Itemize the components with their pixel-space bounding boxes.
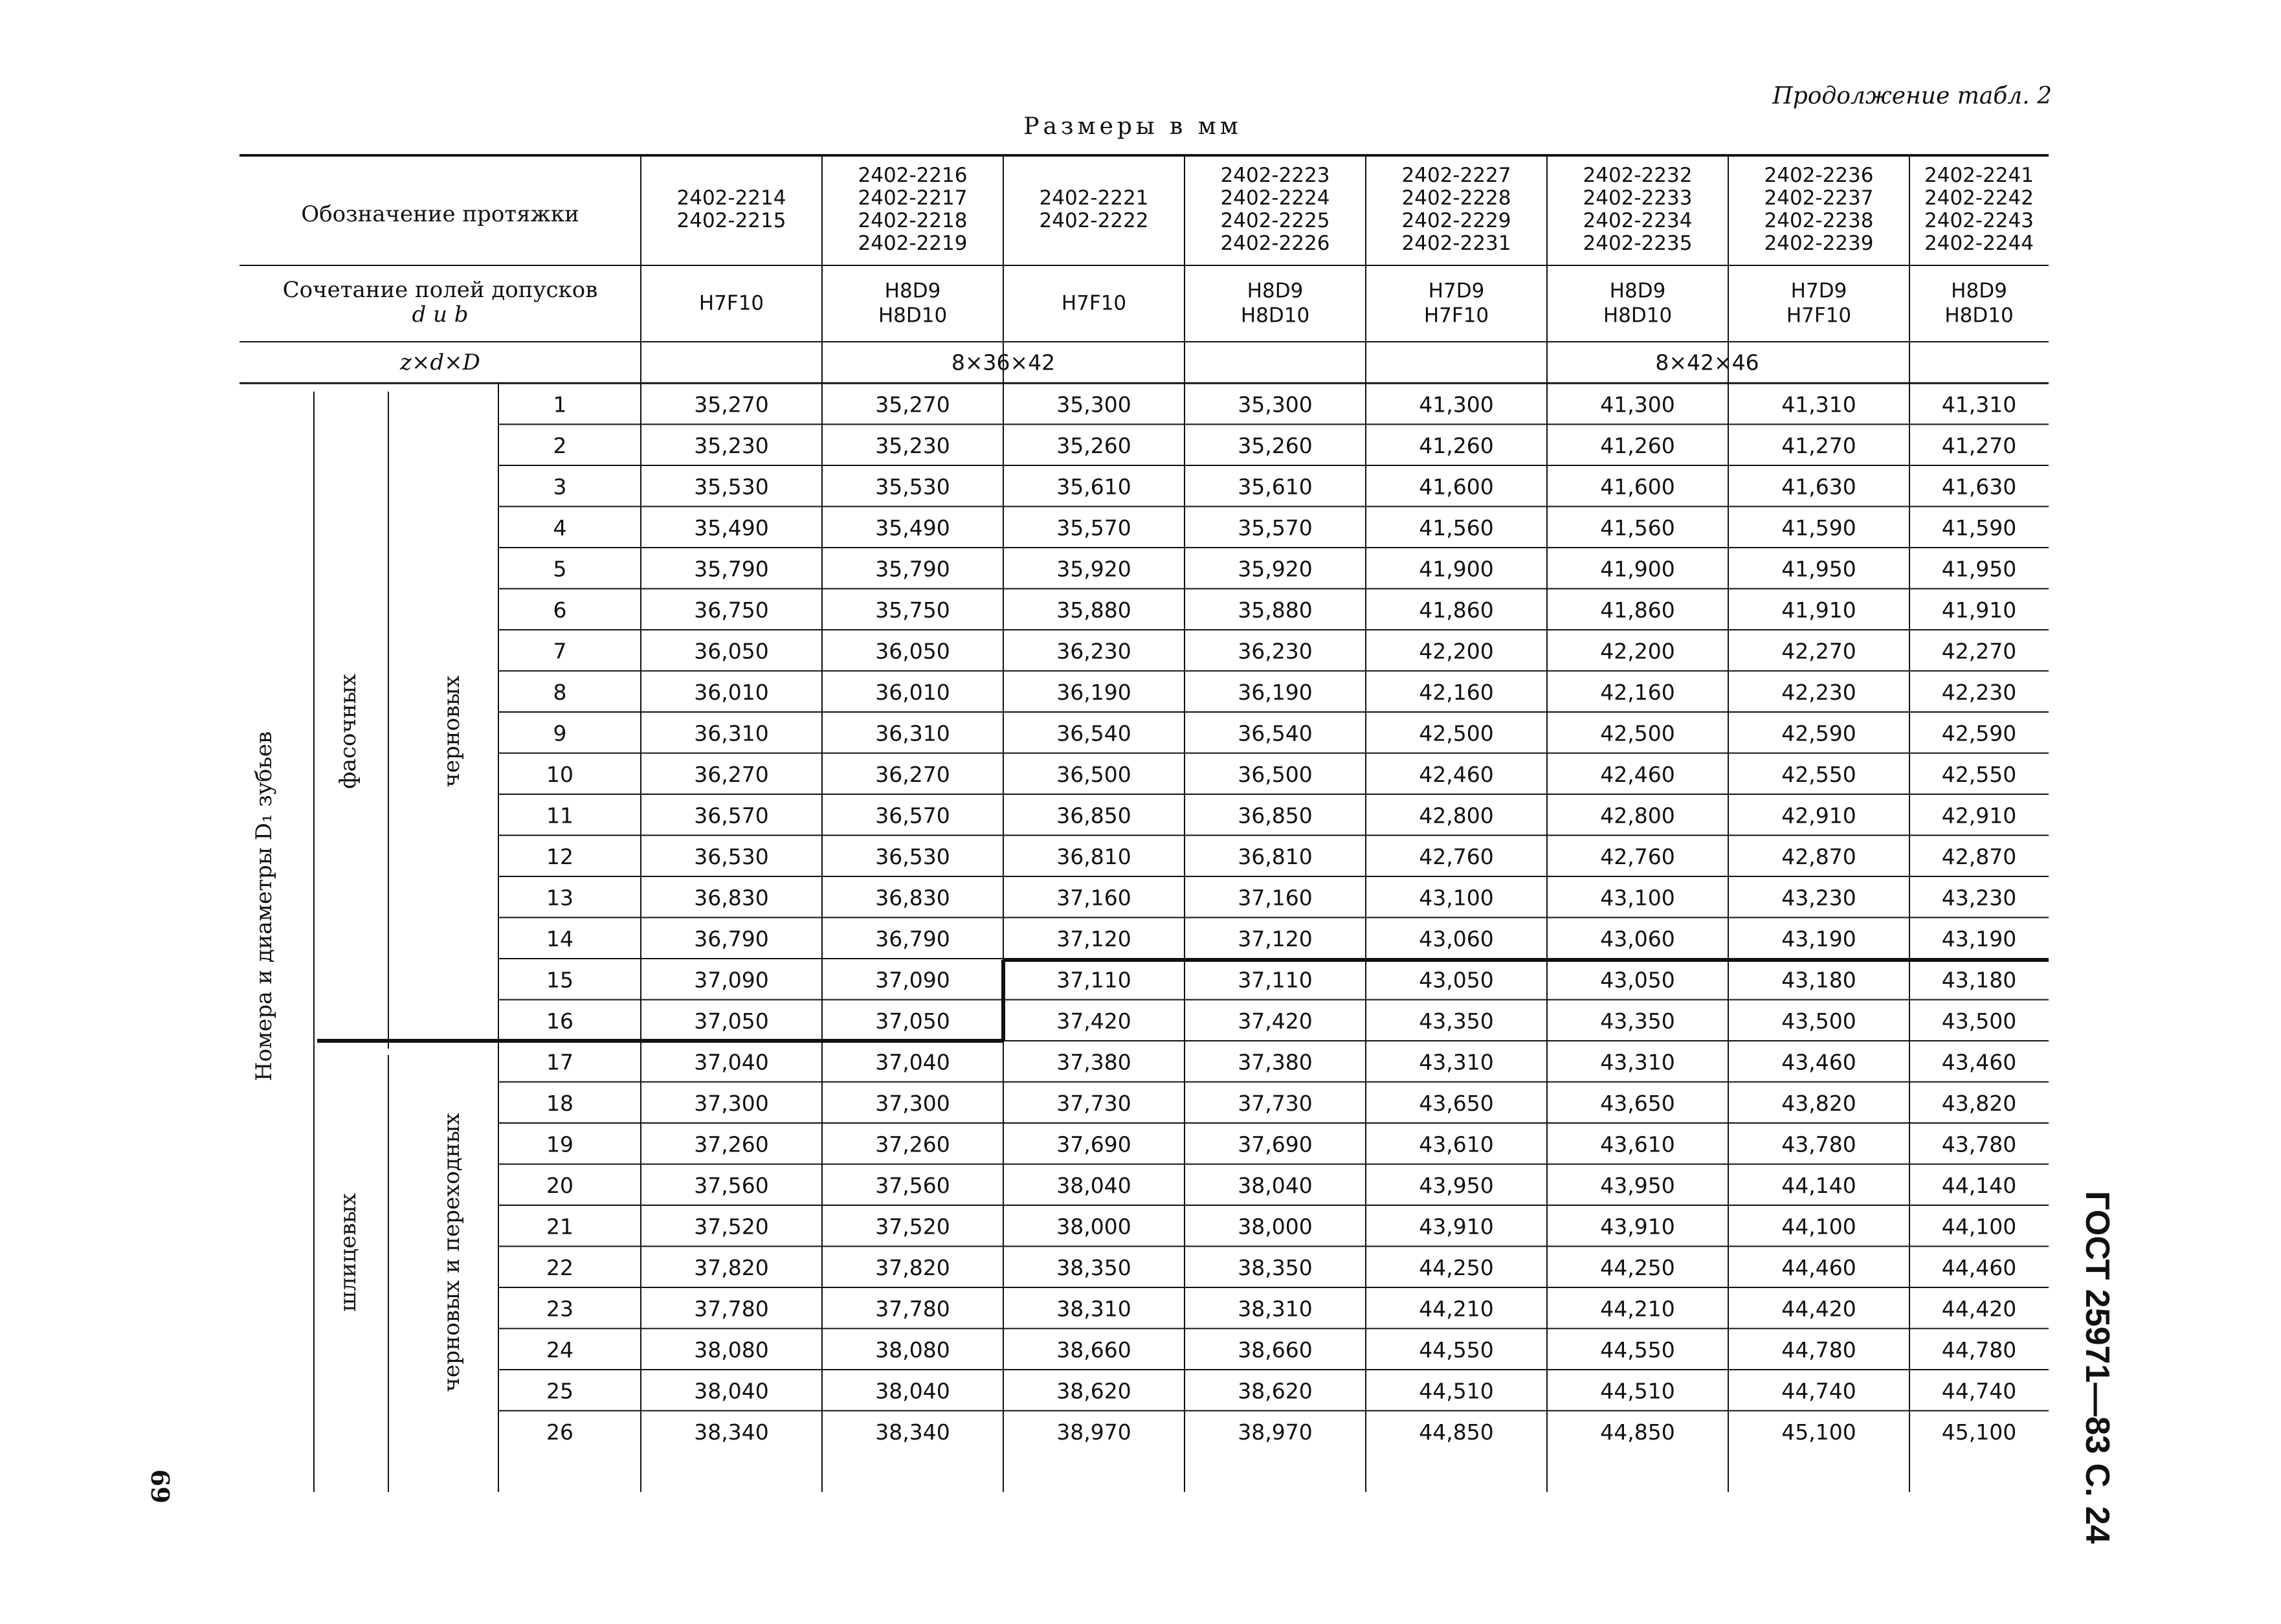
- diameter-value: 37,050: [875, 1008, 950, 1034]
- diameter-value: 37,690: [1056, 1131, 1131, 1157]
- diameter-value: 44,100: [1781, 1214, 1856, 1240]
- diameter-value: 37,730: [1238, 1090, 1313, 1116]
- diameter-value: 44,210: [1600, 1296, 1675, 1322]
- diameter-value: 42,270: [1941, 638, 2017, 664]
- diameter-value: 35,570: [1056, 515, 1131, 540]
- diameter-value: 37,300: [694, 1090, 769, 1116]
- diameter-value: 41,590: [1781, 515, 1856, 540]
- diameter-value: 41,560: [1419, 515, 1494, 540]
- diameter-value: 45,100: [1781, 1419, 1856, 1445]
- tooth-number: 2: [553, 432, 567, 458]
- diameter-value: 35,260: [1056, 432, 1131, 458]
- designation-code: 2402-2222: [1039, 209, 1149, 232]
- designation-code: 2402-2224: [1220, 186, 1330, 210]
- diameter-value: 36,190: [1238, 679, 1313, 705]
- diameter-value: 41,900: [1419, 556, 1494, 582]
- diameter-value: 43,610: [1419, 1131, 1494, 1157]
- diameter-value: 38,310: [1238, 1296, 1313, 1322]
- designation-code: 2402-2244: [1924, 232, 2034, 255]
- tooth-number: 25: [546, 1378, 573, 1404]
- diameter-value: 42,160: [1600, 679, 1675, 705]
- size-value: 8×42×46: [1655, 350, 1759, 375]
- diameter-value: 42,270: [1781, 638, 1856, 664]
- diameter-value: 44,140: [1941, 1172, 2017, 1198]
- diameter-value: 41,300: [1600, 392, 1675, 417]
- diameter-value: 38,970: [1056, 1419, 1131, 1445]
- diameter-value: 44,740: [1941, 1378, 2017, 1404]
- diameter-value: 35,750: [875, 597, 950, 623]
- diameter-value: 43,500: [1781, 1008, 1856, 1034]
- diameter-value: 41,600: [1419, 474, 1494, 500]
- diameter-value: 37,260: [875, 1131, 950, 1157]
- diameter-value: 43,050: [1419, 967, 1494, 993]
- diameter-value: 42,870: [1781, 843, 1856, 869]
- tooth-number: 13: [546, 885, 573, 911]
- designation-code: 2402-2215: [676, 209, 786, 232]
- diameter-value: 36,530: [875, 843, 950, 869]
- diameter-value: 43,910: [1419, 1214, 1494, 1240]
- tooth-number: 23: [546, 1296, 573, 1322]
- diameter-value: 35,530: [875, 474, 950, 500]
- diameter-value: 36,790: [875, 926, 950, 951]
- diameter-value: 37,260: [694, 1131, 769, 1157]
- designation-code: 2402-2235: [1583, 232, 1693, 255]
- diameter-value: 38,040: [1238, 1172, 1313, 1198]
- diameter-value: 37,380: [1238, 1049, 1313, 1075]
- size-value: 8×36×42: [951, 350, 1056, 375]
- tooth-number: 10: [546, 761, 573, 787]
- tolerance-value: H7F10: [698, 291, 764, 315]
- diameter-value: 36,500: [1056, 761, 1131, 787]
- continuation-note: Продолжение табл. 2: [1772, 83, 2052, 109]
- diameter-value: 36,270: [694, 761, 769, 787]
- diameter-value: 37,090: [694, 967, 769, 993]
- diameter-value: 41,260: [1419, 432, 1494, 458]
- designation-code: 2402-2227: [1401, 164, 1511, 187]
- diameter-value: 36,790: [694, 926, 769, 951]
- diameter-value: 41,300: [1419, 392, 1494, 417]
- diameter-value: 36,500: [1238, 761, 1313, 787]
- diameter-value: 36,540: [1056, 720, 1131, 746]
- diameter-value: 38,660: [1056, 1337, 1131, 1363]
- diameter-value: 45,100: [1941, 1419, 2017, 1445]
- tooth-number: 9: [553, 720, 567, 746]
- designation-code: 2402-2225: [1220, 209, 1330, 232]
- diameter-value: 43,950: [1419, 1172, 1494, 1198]
- diameter-value: 37,090: [875, 967, 950, 993]
- designation-code: 2402-2219: [858, 232, 968, 255]
- designation-code: 2402-2243: [1924, 209, 2034, 232]
- diameter-value: 44,780: [1941, 1337, 2017, 1363]
- diameter-value: 41,910: [1781, 597, 1856, 623]
- diameter-value: 35,790: [875, 556, 950, 582]
- units-caption: Размеры в мм: [1023, 113, 1242, 140]
- diameter-value: 38,040: [1056, 1172, 1131, 1198]
- diameter-value: 42,460: [1419, 761, 1494, 787]
- tooth-number: 7: [553, 638, 567, 664]
- diameter-value: 44,460: [1941, 1254, 2017, 1280]
- diameter-value: 43,310: [1419, 1049, 1494, 1075]
- diameter-value: 41,630: [1781, 474, 1856, 500]
- diameter-value: 44,850: [1600, 1419, 1675, 1445]
- diameter-value: 36,010: [875, 679, 950, 705]
- diameter-value: 42,760: [1600, 843, 1675, 869]
- diameter-value: 38,080: [694, 1337, 769, 1363]
- tolerance-value: H8D9: [884, 279, 941, 303]
- designation-code: 2402-2239: [1764, 232, 1874, 255]
- diameter-value: 37,820: [875, 1254, 950, 1280]
- diameter-value: 42,550: [1781, 761, 1856, 787]
- diameter-value: 41,860: [1419, 597, 1494, 623]
- diameter-value: 37,520: [875, 1214, 950, 1240]
- diameter-value: 36,530: [694, 843, 769, 869]
- subgroup-label-rough: черновых: [439, 675, 465, 788]
- diameter-value: 37,560: [694, 1172, 769, 1198]
- diameter-value: 41,590: [1941, 515, 2017, 540]
- diameter-value: 38,660: [1238, 1337, 1313, 1363]
- diameter-value: 38,080: [875, 1337, 950, 1363]
- diameter-value: 36,810: [1056, 843, 1131, 869]
- diameter-value: 43,190: [1781, 926, 1856, 951]
- gost-label: ГОСТ 25971—83 С. 24: [2078, 1191, 2116, 1544]
- designation-code: 2402-2236: [1764, 164, 1874, 187]
- diameter-value: 44,850: [1419, 1419, 1494, 1445]
- diameter-value: 35,790: [694, 556, 769, 582]
- tooth-number: 26: [546, 1419, 573, 1445]
- diameter-value: 42,500: [1419, 720, 1494, 746]
- diameter-value: 44,250: [1600, 1254, 1675, 1280]
- diameter-value: 37,560: [875, 1172, 950, 1198]
- diameter-value: 43,100: [1419, 885, 1494, 911]
- diameter-value: 43,060: [1419, 926, 1494, 951]
- diameter-value: 38,350: [1056, 1254, 1131, 1280]
- diameter-value: 42,200: [1600, 638, 1675, 664]
- tooth-number: 11: [546, 803, 573, 829]
- diameter-value: 37,050: [694, 1008, 769, 1034]
- diameter-value: 35,920: [1056, 556, 1131, 582]
- tooth-number: 1: [553, 392, 567, 417]
- diameter-value: 44,210: [1419, 1296, 1494, 1322]
- diameter-value: 42,870: [1941, 843, 2017, 869]
- diameter-value: 38,040: [694, 1378, 769, 1404]
- tooth-number: 19: [546, 1131, 573, 1157]
- diameter-value: 42,760: [1419, 843, 1494, 869]
- diameter-value: 43,780: [1781, 1131, 1856, 1157]
- diameter-value: 41,910: [1941, 597, 2017, 623]
- diameter-value: 38,000: [1238, 1214, 1313, 1240]
- tolerance-label-sub: d и b: [412, 302, 469, 328]
- diameter-value: 37,730: [1056, 1090, 1131, 1116]
- diameter-value: 42,230: [1941, 679, 2017, 705]
- diameter-value: 36,050: [875, 638, 950, 664]
- designation-code: 2402-2242: [1924, 186, 2034, 210]
- diameter-value: 37,110: [1056, 967, 1131, 993]
- diameter-value: 43,100: [1600, 885, 1675, 911]
- diameter-value: 35,610: [1056, 474, 1131, 500]
- diameter-value: 36,830: [694, 885, 769, 911]
- tooth-number: 8: [553, 679, 567, 705]
- diameter-value: 38,340: [875, 1419, 950, 1445]
- diameter-value: 43,820: [1941, 1090, 2017, 1116]
- diameter-value: 38,340: [694, 1419, 769, 1445]
- diameter-value: 44,550: [1419, 1337, 1494, 1363]
- tolerance-value: H7D9: [1428, 279, 1485, 303]
- diameter-value: 37,780: [875, 1296, 950, 1322]
- diameter-value: 43,460: [1781, 1049, 1856, 1075]
- diameter-value: 37,520: [694, 1214, 769, 1240]
- diameter-value: 44,100: [1941, 1214, 2017, 1240]
- tooth-number: 18: [546, 1090, 573, 1116]
- diameter-value: 43,500: [1941, 1008, 2017, 1034]
- tooth-number: 12: [546, 843, 573, 869]
- diameter-value: 42,230: [1781, 679, 1856, 705]
- tooth-number: 14: [546, 926, 573, 951]
- diameter-value: 43,190: [1941, 926, 2017, 951]
- tolerance-value: H8D9: [1951, 279, 2007, 303]
- tolerance-value: H8D10: [1240, 304, 1310, 328]
- diameter-value: 37,120: [1238, 926, 1313, 951]
- diameter-value: 43,460: [1941, 1049, 2017, 1075]
- diameter-value: 42,800: [1600, 803, 1675, 829]
- diameter-value: 38,000: [1056, 1214, 1131, 1240]
- diameter-value: 36,570: [875, 803, 950, 829]
- diameter-value: 42,910: [1781, 803, 1856, 829]
- tooth-number: 24: [546, 1337, 573, 1363]
- page-number: 69: [146, 1469, 175, 1504]
- diameter-value: 37,110: [1238, 967, 1313, 993]
- tooth-number: 3: [553, 474, 567, 500]
- diameter-value: 35,300: [1238, 392, 1313, 417]
- diameter-value: 43,910: [1600, 1214, 1675, 1240]
- tolerance-value: H7F10: [1786, 304, 1852, 328]
- designation-code: 2402-2231: [1401, 232, 1511, 255]
- row-group-label: Номера и диаметры D₁ зубьев: [251, 731, 277, 1082]
- diameter-value: 44,550: [1600, 1337, 1675, 1363]
- tolerance-value: H7F10: [1423, 304, 1489, 328]
- group-label-spline: шлицевых: [335, 1193, 361, 1312]
- diameter-value: 36,190: [1056, 679, 1131, 705]
- diameter-value: 35,230: [875, 432, 950, 458]
- designation-code: 2402-2221: [1039, 186, 1149, 210]
- designation-code: 2402-2228: [1401, 186, 1511, 210]
- designation-code: 2402-2237: [1764, 186, 1874, 210]
- diameter-value: 36,010: [694, 679, 769, 705]
- diameter-value: 43,350: [1419, 1008, 1494, 1034]
- tooth-number: 20: [546, 1172, 573, 1198]
- diameter-value: 37,780: [694, 1296, 769, 1322]
- tolerance-value: H8D10: [1603, 304, 1673, 328]
- diameter-value: 37,120: [1056, 926, 1131, 951]
- designation-code: 2402-2214: [676, 186, 786, 210]
- designation-code: 2402-2223: [1220, 164, 1330, 187]
- diameter-value: 35,270: [694, 392, 769, 417]
- tolerance-value: H8D10: [878, 304, 948, 328]
- tolerance-value: H8D9: [1247, 279, 1304, 303]
- diameter-value: 44,250: [1419, 1254, 1494, 1280]
- diameter-value: 43,650: [1600, 1090, 1675, 1116]
- diameter-value: 43,610: [1600, 1131, 1675, 1157]
- diameter-value: 42,910: [1941, 803, 2017, 829]
- diameter-value: 37,300: [875, 1090, 950, 1116]
- diameter-value: 35,920: [1238, 556, 1313, 582]
- tooth-number: 15: [546, 967, 573, 993]
- diameter-value: 35,880: [1056, 597, 1131, 623]
- diameter-value: 43,310: [1600, 1049, 1675, 1075]
- diameter-value: 35,230: [694, 432, 769, 458]
- diameter-value: 44,740: [1781, 1378, 1856, 1404]
- designation-code: 2402-2233: [1583, 186, 1693, 210]
- diameter-value: 37,690: [1238, 1131, 1313, 1157]
- diameter-value: 35,570: [1238, 515, 1313, 540]
- group-label-chamfer: фасочных: [335, 674, 361, 789]
- designation-code: 2402-2218: [858, 209, 968, 232]
- designation-code: 2402-2226: [1220, 232, 1330, 255]
- tooth-number: 4: [553, 515, 567, 540]
- diameter-value: 44,510: [1419, 1378, 1494, 1404]
- diameter-value: 41,310: [1941, 392, 2017, 417]
- diameter-value: 35,530: [694, 474, 769, 500]
- diameter-value: 42,200: [1419, 638, 1494, 664]
- diameter-value: 36,830: [875, 885, 950, 911]
- designation-code: 2402-2238: [1764, 209, 1874, 232]
- diameter-value: 44,780: [1781, 1337, 1856, 1363]
- diameter-value: 37,040: [875, 1049, 950, 1075]
- diameter-value: 42,550: [1941, 761, 2017, 787]
- diameter-value: 41,860: [1600, 597, 1675, 623]
- diameter-value: 43,350: [1600, 1008, 1675, 1034]
- tooth-number: 22: [546, 1254, 573, 1280]
- diameter-value: 37,160: [1056, 885, 1131, 911]
- diameter-value: 42,800: [1419, 803, 1494, 829]
- diameter-value: 36,230: [1238, 638, 1313, 664]
- diameter-value: 36,540: [1238, 720, 1313, 746]
- tolerance-value: H8D9: [1609, 279, 1666, 303]
- designation-code: 2402-2232: [1583, 164, 1693, 187]
- diameter-value: 38,040: [875, 1378, 950, 1404]
- diameter-value: 43,650: [1419, 1090, 1494, 1116]
- diameter-value: 41,260: [1600, 432, 1675, 458]
- diameter-value: 42,590: [1781, 720, 1856, 746]
- diameter-value: 35,490: [875, 515, 950, 540]
- diameter-value: 43,050: [1600, 967, 1675, 993]
- diameter-value: 35,490: [694, 515, 769, 540]
- tooth-number: 16: [546, 1008, 573, 1034]
- diameter-value: 37,160: [1238, 885, 1313, 911]
- diameter-value: 36,810: [1238, 843, 1313, 869]
- diameter-value: 38,310: [1056, 1296, 1131, 1322]
- tooth-number: 21: [546, 1214, 573, 1240]
- diameter-value: 43,950: [1600, 1172, 1675, 1198]
- diameter-value: 44,420: [1941, 1296, 2017, 1322]
- diameter-value: 36,750: [694, 597, 769, 623]
- diameter-value: 41,630: [1941, 474, 2017, 500]
- designation-code: 2402-2217: [858, 186, 968, 210]
- tolerance-value: H7F10: [1061, 291, 1127, 315]
- size-label: z×d×D: [400, 350, 480, 375]
- tolerance-label: Сочетание полей допусков: [282, 277, 598, 303]
- diameter-value: 41,950: [1781, 556, 1856, 582]
- diameter-value: 44,510: [1600, 1378, 1675, 1404]
- diameter-value: 42,160: [1419, 679, 1494, 705]
- diameter-value: 44,420: [1781, 1296, 1856, 1322]
- subgroup-label-rough-transition: черновых и переходных: [439, 1113, 465, 1392]
- diameter-value: 41,950: [1941, 556, 2017, 582]
- diameter-value: 42,590: [1941, 720, 2017, 746]
- diameter-value: 41,270: [1941, 432, 2017, 458]
- tolerance-value: H8D10: [1944, 304, 2014, 328]
- designation-label: Обозначение протяжки: [301, 201, 579, 227]
- diameter-value: 35,270: [875, 392, 950, 417]
- diameter-value: 38,350: [1238, 1254, 1313, 1280]
- designation-code: 2402-2234: [1583, 209, 1693, 232]
- diameter-value: 43,230: [1781, 885, 1856, 911]
- diameter-value: 43,060: [1600, 926, 1675, 951]
- diameter-value: 36,270: [875, 761, 950, 787]
- diameter-value: 37,420: [1238, 1008, 1313, 1034]
- diameter-value: 38,620: [1056, 1378, 1131, 1404]
- diameter-value: 35,610: [1238, 474, 1313, 500]
- diameter-value: 37,420: [1056, 1008, 1131, 1034]
- tooth-number: 6: [553, 597, 567, 623]
- diameter-value: 37,380: [1056, 1049, 1131, 1075]
- diameter-value: 41,310: [1781, 392, 1856, 417]
- diameter-value: 43,180: [1941, 967, 2017, 993]
- designation-code: 2402-2241: [1924, 164, 2034, 187]
- tolerance-value: H7D9: [1790, 279, 1847, 303]
- diameter-value: 35,260: [1238, 432, 1313, 458]
- diameter-value: 36,850: [1238, 803, 1313, 829]
- diameter-value: 38,620: [1238, 1378, 1313, 1404]
- diameter-value: 38,970: [1238, 1419, 1313, 1445]
- diameter-value: 43,820: [1781, 1090, 1856, 1116]
- diameter-value: 37,820: [694, 1254, 769, 1280]
- diameter-value: 35,300: [1056, 392, 1131, 417]
- tooth-number: 5: [553, 556, 567, 582]
- diameter-value: 44,140: [1781, 1172, 1856, 1198]
- diameter-value: 41,560: [1600, 515, 1675, 540]
- diameter-value: 42,460: [1600, 761, 1675, 787]
- diameter-value: 41,900: [1600, 556, 1675, 582]
- diameter-value: 36,570: [694, 803, 769, 829]
- diameter-value: 36,850: [1056, 803, 1131, 829]
- diameter-value: 41,600: [1600, 474, 1675, 500]
- diameter-value: 41,270: [1781, 432, 1856, 458]
- tooth-number: 17: [546, 1049, 573, 1075]
- diameter-value: 43,780: [1941, 1131, 2017, 1157]
- diameter-value: 36,310: [694, 720, 769, 746]
- diameter-value: 36,230: [1056, 638, 1131, 664]
- diameter-value: 42,500: [1600, 720, 1675, 746]
- diameter-value: 43,230: [1941, 885, 2017, 911]
- diameter-value: 35,880: [1238, 597, 1313, 623]
- designation-code: 2402-2229: [1401, 209, 1511, 232]
- diameter-value: 37,040: [694, 1049, 769, 1075]
- diameter-value: 36,050: [694, 638, 769, 664]
- diameter-value: 43,180: [1781, 967, 1856, 993]
- designation-code: 2402-2216: [858, 164, 968, 187]
- diameter-value: 36,310: [875, 720, 950, 746]
- diameter-value: 44,460: [1781, 1254, 1856, 1280]
